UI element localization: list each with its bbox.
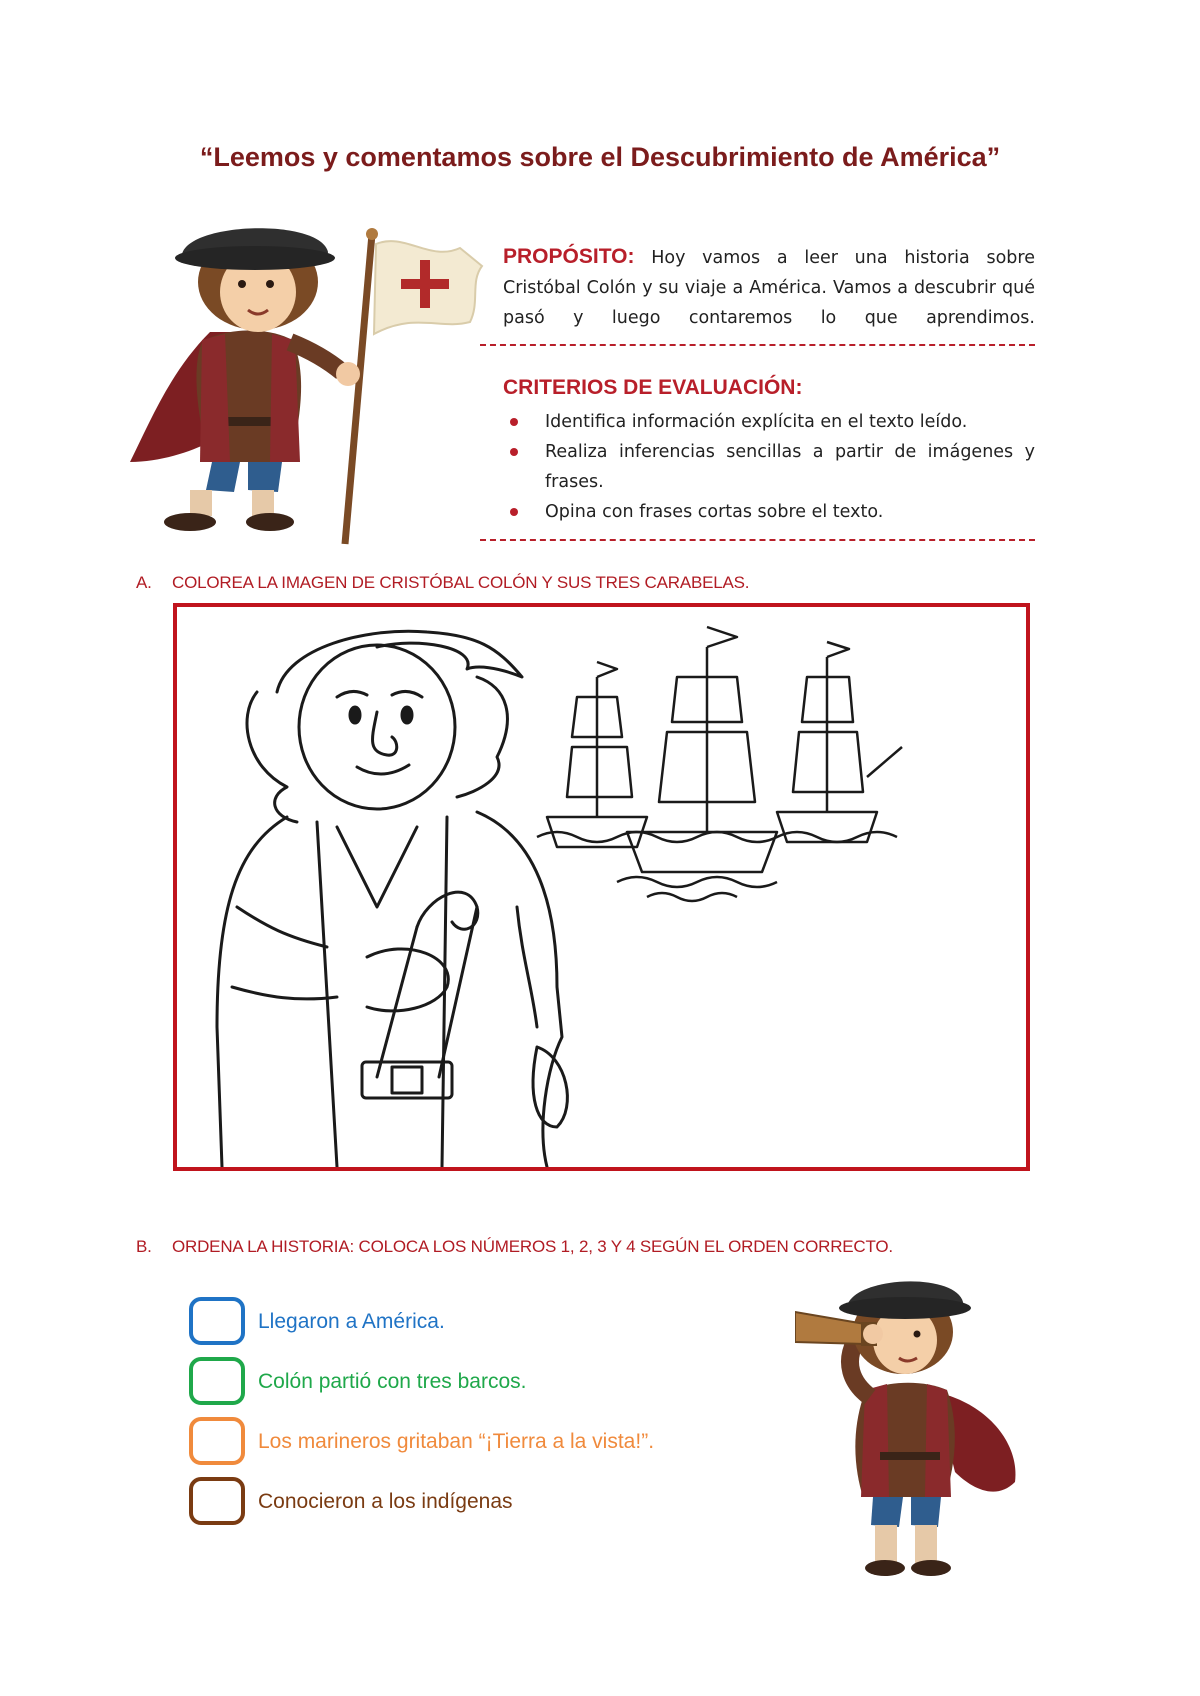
purpose-label: PROPÓSITO: (503, 245, 635, 268)
page-title: “Leemos y comentamos sobre el Descubrimiento de América” (199, 142, 1001, 172)
columbus-spyglass-illustration (795, 1272, 1025, 1592)
order-box-1[interactable] (189, 1297, 245, 1345)
order-box-3[interactable] (189, 1417, 245, 1465)
criteria-list (503, 407, 1035, 527)
bullet-icon (510, 418, 518, 426)
list-item: Identifica información explícita en el texto leído. (503, 407, 1035, 437)
bullet-icon (510, 508, 518, 516)
purpose-text: Hoy vamos a leer una historia sobre Cristóbal Colón y su viaje a América. Vamos a descubrir qué pasó y luego contaremos lo que aprendimos. (503, 248, 1035, 328)
columbus-flag-illustration (130, 222, 490, 552)
story-item-1: Llegaron a América. (258, 1310, 445, 1333)
divider (480, 539, 1035, 541)
list-item: Opina con frases cortas sobre el texto. (503, 497, 1035, 527)
order-box-4[interactable] (189, 1477, 245, 1525)
divider (480, 344, 1035, 346)
list-item: Realiza inferencias sencillas a partir de imágenes y frases. (503, 437, 1035, 497)
section-b-heading: B. ORDENA LA HISTORIA: COLOCA LOS NÚMEROS 1, 2, 3 Y 4 SEGÚN EL ORDEN CORRECTO. (136, 1237, 893, 1256)
section-a-heading: A. COLOREA LA IMAGEN DE CRISTÓBAL COLÓN Y SUS TRES CARABELAS. (136, 573, 750, 592)
bullet-icon (510, 448, 518, 456)
order-box-2[interactable] (189, 1357, 245, 1405)
story-item-3: Los marineros gritaban “¡Tierra a la vista!”. (258, 1430, 655, 1453)
coloring-image (177, 607, 1026, 1167)
criteria-title: CRITERIOS DE EVALUACIÓN: (503, 376, 803, 399)
story-item-2: Colón partió con tres barcos. (258, 1370, 527, 1393)
story-item-4: Conocieron a los indígenas (258, 1490, 513, 1513)
purpose-paragraph (503, 242, 1035, 333)
